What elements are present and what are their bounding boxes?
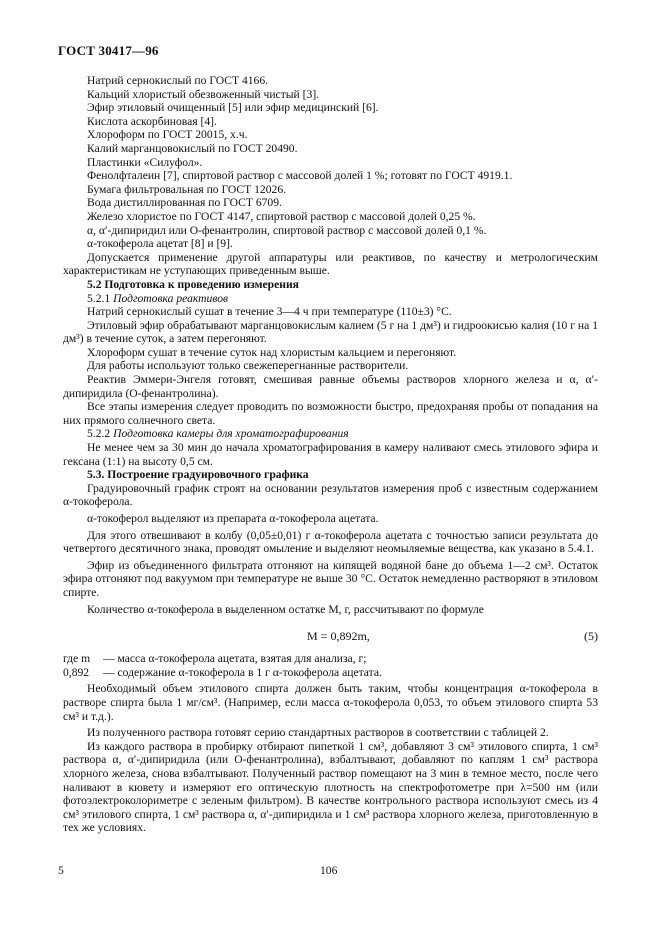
reagent-line: Вода дистиллированная по ГОСТ 6709. xyxy=(87,196,282,210)
paragraph-allowed: Допускается применение другой аппаратуры или реактивов, по качеству и метрологическим характеристикам не уступающих приведенным выше. xyxy=(63,250,598,278)
reagent-line: Калий марганцовокислый по ГОСТ 20490. xyxy=(87,141,298,155)
paragraph-graph: Градуировочный график строят на основании результатов измерения проб с известным содержанием α-токоферола. xyxy=(63,481,598,509)
reagent-line: α, α′-дипиридил или О-фенантролин, спиртовой раствор с массовой долей 0,1 %. xyxy=(87,223,487,237)
paragraph-series: Из полученного раствора готовят серию стандартных растворов в соответствии с таблицей 2. xyxy=(87,726,549,740)
reagent-line: α-токоферола ацетат [8] и [9]. xyxy=(87,237,233,251)
reagent-line: Железо хлористое по ГОСТ 4147, спиртовой раствор с массовой долей 0,25 %. xyxy=(87,209,476,223)
page-header: ГОСТ 30417—96 xyxy=(58,43,159,58)
paragraph-chloroform: Хлороформ сушат в течение суток над хлористым кальцием и перегоняют. xyxy=(87,345,457,359)
legend-row: 0,892 — содержание α-токоферола в 1 г α-токоферола ацетата. xyxy=(63,665,382,679)
legend-row: где m — масса α-токоферола ацетата, взятая для анализа, г; xyxy=(63,652,367,666)
section-heading-5-3: 5.3. Построение градуировочного графика xyxy=(87,468,309,482)
paragraph-quantity: Количество α-токоферола в выделенном остатке M, г, рассчитывают по формуле xyxy=(87,602,484,616)
paragraph-chamber: Не менее чем за 30 мин до начала хроматографирования в камеру наливают смесь этилового эфира и гексана (1:1) на высоту 0,5 см. xyxy=(63,441,598,468)
page-number-center: 106 xyxy=(320,864,338,877)
page-body xyxy=(63,74,598,835)
paragraph-ether: Этиловый эфир обрабатывают марганцовокислым калием (5 г на 1 дм³) и гидроокисью калия (10 г на 1 дм³) в течение суток, а затем перегоняют. xyxy=(63,318,598,346)
page-number-left: 5 xyxy=(58,864,64,877)
paragraph-emmerie: Реактив Эммери-Энгеля готовят, смешивая равные объемы растворов хлорного железа и α, α′-дипиридила (О-фенантролина). xyxy=(63,373,598,400)
paragraph-stages: Все этапы измерения следует проводить по возможности быстро, предохраняя пробы от попадания на них прямого солнечного света. xyxy=(63,400,598,427)
reagent-line: Натрий сернокислый по ГОСТ 4166. xyxy=(87,74,269,87)
formula-block xyxy=(63,622,598,650)
section-heading-5-2: 5.2 Подготовка к проведению измерения xyxy=(87,277,299,291)
reagent-line: Пластинки «Силуфол». xyxy=(87,155,203,169)
subsection-5-2-2: 5.2.2 Подготовка камеры для хроматографирования xyxy=(87,427,349,441)
paragraph-volume: Необходимый объем этилового спирта должен быть таким, чтобы концентрация α-токоферола в растворе спирта была 1 мг/см³. (Например, если масса α-токоферола 0,053, то объем этилового спирта 53 см³ и т.д.). xyxy=(63,682,598,723)
reagent-line: Хлороформ по ГОСТ 20015, х.ч. xyxy=(87,128,248,142)
reagent-line: Эфир этиловый очищенный [5] или эфир медицинский [6]. xyxy=(87,101,379,115)
paragraph-filtrate: Эфир из объединенного фильтрата отгоняют на кипящей водяной бане до объема 1—2 см³. Остаток эфира отгоняют под вакуумом при температуре не выше 30 °С. Остаток немедленно растворяют в этиловом спирте. xyxy=(63,558,598,599)
reagent-line: Кальций хлористый обезвоженный чистый [3]. xyxy=(87,87,320,101)
reagent-line: Фенолфталеин [7], спиртовой раствор с массовой долей 1 %; готовят по ГОСТ 4919.1. xyxy=(87,169,513,183)
paragraph-weigh: Для этого отвешивают в колбу (0,05±0,01) г α-токоферола ацетата с точностью записи результата до четвертого десятичного знака, проводят омыление и выделяют неомыляемые вещества, как указано в 5.4.1. xyxy=(63,528,598,556)
subsection-5-2-1: 5.2.1 Подготовка реактивов xyxy=(87,291,229,305)
formula: M = 0,892m, xyxy=(307,629,370,644)
reagent-line: Бумага фильтровальная по ГОСТ 12026. xyxy=(87,182,287,196)
reagent-line: Кислота аскорбиновая [4]. xyxy=(87,114,217,128)
paragraph-isolate: α-токоферол выделяют из препарата α-токоферола ацетата. xyxy=(87,512,379,525)
paragraph-each: Из каждого раствора в пробирку отбирают пипеткой 1 см³, добавляют 3 см³ этилового спирта, 1 см³ раствора α, α′-дипиридила (или О-фенантролина), взбалтывают, добавляют по каплям 1 см³ раствора хлорного железа, снова взбалтывают. Полученный раствор помещают на 3 мин в темное место, после чего наливают в кювету и измеряют его оптическую плотность на спектрофотометре при λ=500 нм (или фотоэлектроколориметре с зеленым фильтром). В качестве контрольного раствора используют смесь из 4 см³ этилового спирта, 1 см³ раствора α, α′-дипиридила и 1 см³ раствора хлорного железа, приготовленную в тех же условиях. xyxy=(63,739,598,835)
paragraph-solvents: Для работы используют только свежеперегнанные растворители. xyxy=(87,359,409,373)
paragraph-sodium: Натрий сернокислый сушат в течение 3—4 ч при температуре (110±3) °С. xyxy=(87,305,452,319)
formula-number: (5) xyxy=(584,629,598,644)
